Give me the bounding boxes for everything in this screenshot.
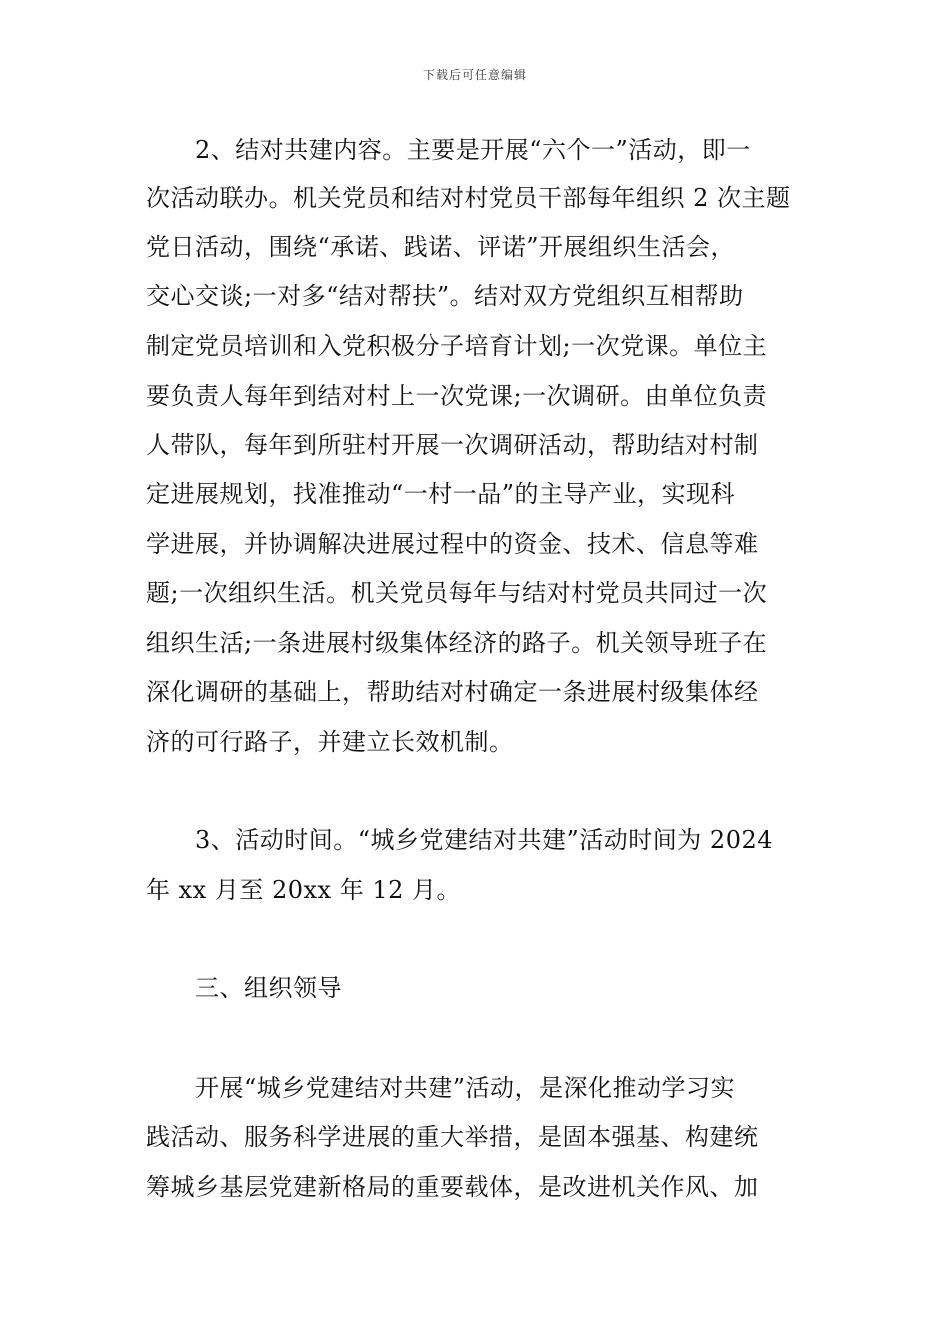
body-line: 交心交谈;一对多“结对帮扶”。结对双方党组织互相帮助 — [146, 282, 744, 310]
body-line: 要负责人每年到结对村上一次党课;一次调研。由单位负责 — [146, 382, 768, 410]
body-line: 践活动、服务科学进展的重大举措，是固本强基、构建统 — [146, 1123, 759, 1151]
body-line: 次活动联办。机关党员和结对村党员干部每年组织 2 次主题 — [146, 184, 791, 212]
body-line: 党日活动，围绕“承诺、践诺、评诺”开展组织生活会， — [146, 233, 736, 261]
body-line: 定进展规划，找准推动“一村一品”的主导产业，实现科 — [146, 480, 736, 508]
body-line: 制定党员培训和入党积极分子培育计划;一次党课。单位主 — [146, 332, 768, 360]
body-line: 3、活动时间。“城乡党建结对共建”活动时间为 2024 — [195, 826, 774, 854]
body-line: 开展“城乡党建结对共建”活动，是深化推动学习实 — [195, 1074, 736, 1102]
header-note: 下载后可任意编辑 — [422, 68, 527, 82]
body-line: 济的可行路子，并建立长效机制。 — [146, 728, 514, 756]
body-line: 深化调研的基础上，帮助结对村确定一条进展村级集体经 — [146, 678, 759, 706]
body-line: 年 xx 月至 20xx 年 12 月。 — [146, 876, 461, 904]
body-line: 2、结对共建内容。主要是开展“六个一”活动，即一 — [195, 136, 751, 164]
section-heading: 三、组织领导 — [195, 974, 342, 1002]
body-line: 人带队，每年到所驻村开展一次调研活动，帮助结对村制 — [146, 431, 759, 459]
body-line: 题;一次组织生活。机关党员每年与结对村党员共同过一次 — [146, 579, 768, 607]
body-line: 学进展，并协调解决进展过程中的资金、技术、信息等难 — [146, 530, 759, 558]
body-line: 组织生活;一条进展村级集体经济的路子。机关领导班子在 — [146, 629, 768, 657]
body-line: 筹城乡基层党建新格局的重要载体，是改进机关作风、加 — [146, 1173, 759, 1201]
